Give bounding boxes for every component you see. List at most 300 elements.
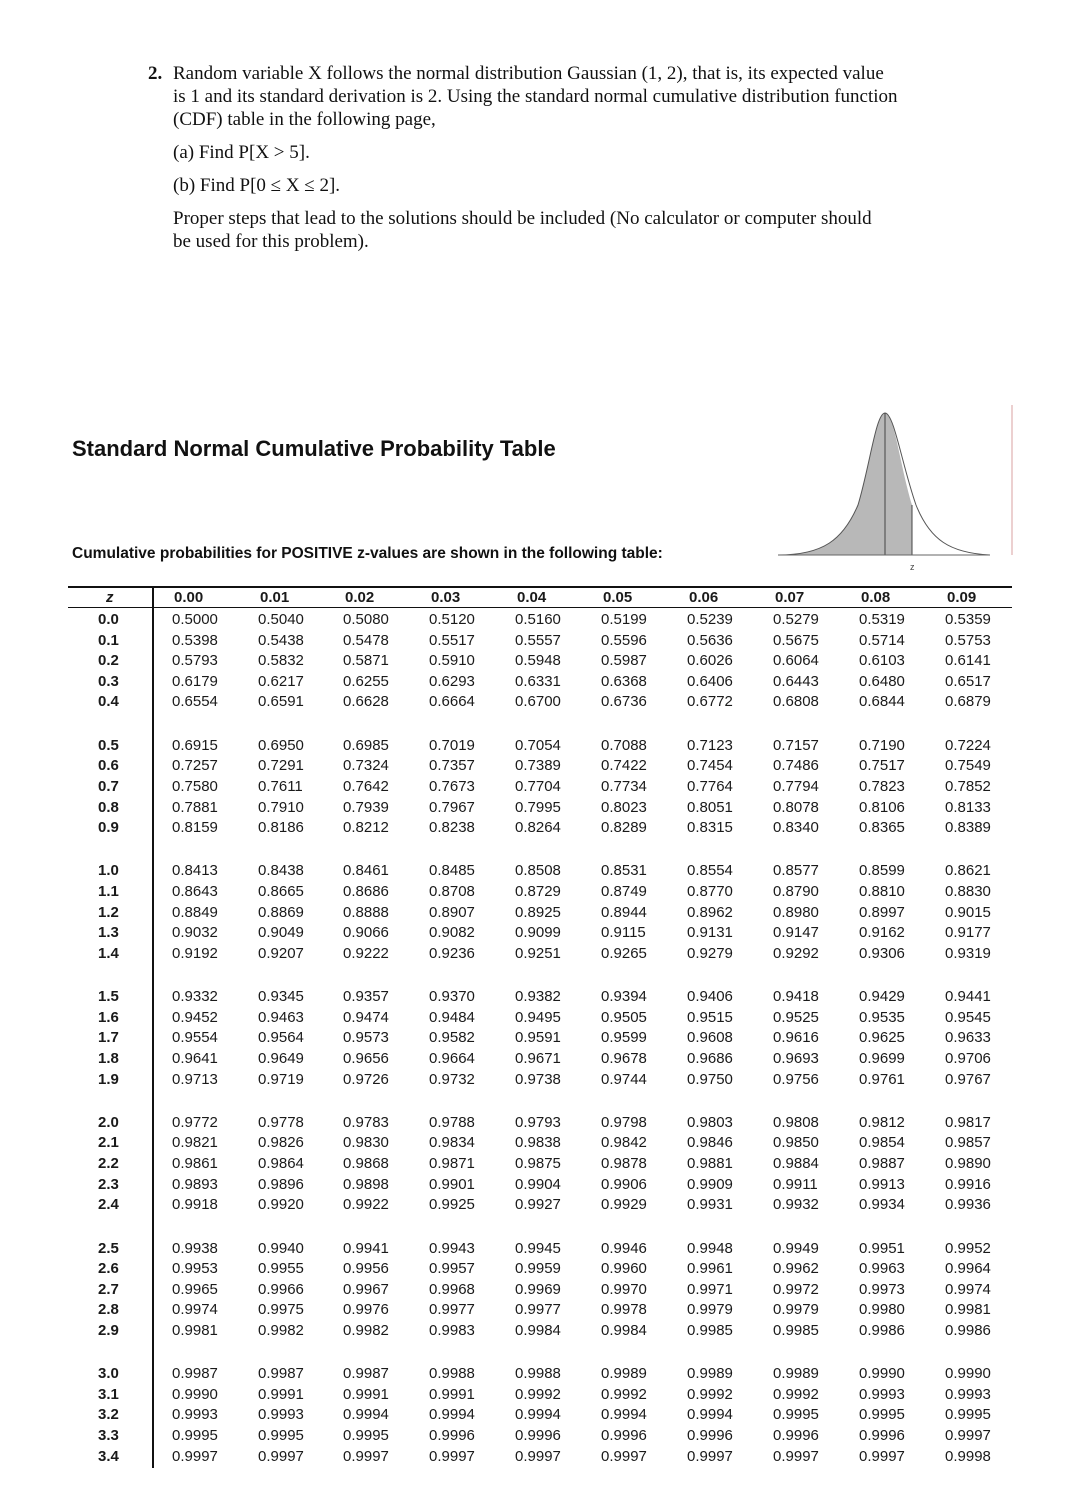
table-cell: 0.7291	[258, 757, 304, 775]
table-cell: 0.7549	[945, 757, 991, 775]
table-cell: 0.7454	[687, 757, 733, 775]
table-cell: 0.9995	[172, 1427, 218, 1444]
table-cell: 0.5120	[429, 611, 475, 628]
table-cell: 0.7852	[945, 777, 991, 795]
table-cell: 0.9896	[258, 1175, 304, 1193]
table-cell: 0.8315	[687, 819, 733, 837]
table-cell: 0.5557	[515, 631, 561, 649]
table-cell: 0.5040	[258, 611, 304, 628]
table-cell: 0.8531	[601, 862, 647, 880]
table-cell: 0.7422	[601, 757, 647, 775]
table-cell: 0.9956	[343, 1260, 389, 1278]
table-cell: 0.9916	[945, 1175, 991, 1193]
table-cell: 0.9909	[687, 1175, 733, 1193]
table-cell: 0.9941	[343, 1239, 389, 1257]
table-cell: 0.7611	[258, 777, 303, 795]
table-cell: 0.7704	[515, 777, 561, 795]
table-cell: 0.9265	[601, 944, 647, 962]
table-cell: 0.9975	[258, 1301, 304, 1319]
table-cell: 0.9997	[515, 1447, 561, 1465]
table-cell: 0.9977	[429, 1301, 475, 1319]
table-cell: 0.9986	[859, 1321, 905, 1339]
table-cell: 0.9846	[687, 1134, 733, 1152]
table-cell: 0.9015	[945, 903, 991, 921]
table-cell: 0.9656	[343, 1049, 389, 1067]
table-cell: 0.5714	[859, 631, 905, 649]
table-cell: 0.9884	[773, 1155, 819, 1172]
table-cell: 0.9988	[429, 1365, 475, 1383]
table-cell: 0.9995	[258, 1427, 304, 1444]
z-value: 3.1	[98, 1385, 119, 1403]
table-cell: 0.9987	[258, 1365, 304, 1383]
table-cell: 0.8944	[601, 903, 647, 921]
table-cell: 0.9564	[258, 1029, 304, 1047]
table-cell: 0.8051	[687, 798, 733, 816]
table-cell: 0.9934	[859, 1196, 905, 1214]
table-cell: 0.9997	[343, 1447, 389, 1465]
table-cell: 0.9838	[515, 1134, 561, 1152]
table-cell: 0.9981	[945, 1301, 991, 1319]
table-cell: 0.9996	[515, 1427, 561, 1444]
table-cell: 0.5359	[945, 611, 991, 628]
table-cell: 0.9484	[429, 1008, 475, 1026]
table-cell: 0.9980	[859, 1301, 905, 1319]
table-cell: 0.9699	[859, 1049, 905, 1067]
table-cell: 0.9582	[429, 1029, 475, 1047]
table-cell: 0.9821	[172, 1134, 218, 1152]
table-cell: 0.9834	[429, 1134, 475, 1152]
table-cell: 0.9938	[172, 1239, 218, 1257]
table-cell: 0.9463	[258, 1008, 304, 1026]
table-cell: 0.9943	[429, 1239, 475, 1257]
curve-z-label: z	[910, 562, 915, 572]
table-cell: 0.9901	[429, 1175, 475, 1193]
z-value: 2.8	[98, 1301, 119, 1319]
z-value: 1.2	[98, 903, 119, 921]
table-cell: 0.7190	[859, 736, 905, 754]
table-cell: 0.8078	[773, 798, 819, 816]
table-cell: 0.9979	[687, 1301, 733, 1319]
table-cell: 0.9994	[515, 1406, 561, 1424]
table-cell: 0.9591	[515, 1029, 561, 1047]
table-cell: 0.8925	[515, 903, 561, 921]
problem-note-line-1: Proper steps that lead to the solutions should be included (No calculator or computer should	[173, 208, 872, 229]
table-cell: 0.9406	[687, 988, 733, 1006]
table-cell: 0.6293	[429, 672, 475, 690]
table-cell: 0.6628	[343, 693, 389, 711]
table-cell: 0.8888	[343, 903, 389, 921]
table-cell: 0.9207	[258, 944, 304, 962]
z-value: 0.0	[98, 611, 119, 628]
table-cell: 0.9996	[429, 1427, 475, 1444]
table-cell: 0.5793	[172, 652, 218, 670]
table-cell: 0.9049	[258, 924, 304, 942]
table-cell: 0.8621	[945, 862, 991, 880]
table-cell: 0.9726	[343, 1070, 389, 1088]
part-b: (b) Find P[0 ≤ X ≤ 2].	[173, 175, 341, 196]
column-header: 0.09	[947, 589, 977, 606]
table-cell: 0.8962	[687, 903, 733, 921]
table-cell: 0.9998	[945, 1447, 991, 1465]
table-cell: 0.9857	[945, 1134, 991, 1152]
table-cell: 0.6985	[343, 736, 389, 754]
table-cell: 0.9927	[515, 1196, 561, 1214]
table-cell: 0.9664	[429, 1049, 475, 1067]
table-cell: 0.9948	[687, 1239, 733, 1257]
problem-intro-line-2: is 1 and its standard derivation is 2. Using the standard normal cumulative distribution function	[173, 86, 898, 107]
table-cell: 0.7642	[343, 777, 389, 795]
z-value: 0.2	[98, 652, 119, 670]
table-cell: 0.9394	[601, 988, 647, 1006]
table-cell: 0.9969	[515, 1280, 561, 1298]
table-cell: 0.9994	[343, 1406, 389, 1424]
problem-intro-line-1: Random variable X follows the normal distribution Gaussian (1, 2), that is, its expected value	[173, 63, 884, 84]
table-cell: 0.9192	[172, 944, 218, 962]
table-cell: 0.9970	[601, 1280, 647, 1298]
table-cell: 0.9957	[429, 1260, 475, 1278]
table-cell: 0.6141	[945, 652, 991, 670]
table-cell: 0.9984	[601, 1321, 647, 1339]
table-cell: 0.7967	[429, 798, 475, 816]
table-cell: 0.9994	[429, 1406, 475, 1424]
table-cell: 0.9992	[687, 1385, 733, 1403]
z-value: 3.2	[98, 1406, 119, 1424]
table-cell: 0.6331	[515, 672, 561, 690]
table-cell: 0.9949	[773, 1239, 819, 1257]
table-cell: 0.9788	[429, 1113, 475, 1131]
table-cell: 0.8389	[945, 819, 991, 837]
table-cell: 0.9236	[429, 944, 475, 962]
table-cell: 0.9162	[859, 924, 905, 942]
table-cell: 0.9719	[258, 1070, 304, 1088]
table-cell: 0.9996	[601, 1427, 647, 1444]
table-cell: 0.5987	[601, 652, 647, 670]
table-cell: 0.9996	[687, 1427, 733, 1444]
z-value: 1.6	[98, 1008, 119, 1026]
table-cell: 0.9881	[687, 1155, 733, 1172]
z-value: 1.9	[98, 1070, 119, 1088]
table-cell: 0.9911	[773, 1175, 818, 1193]
table-cell: 0.8159	[172, 819, 218, 837]
table-cell: 0.8264	[515, 819, 561, 837]
z-value: 2.4	[98, 1196, 119, 1214]
table-cell: 0.9649	[258, 1049, 304, 1067]
z-value: 0.1	[98, 631, 119, 649]
table-subtitle: Cumulative probabilities for POSITIVE z-values are shown in the following table:	[72, 545, 663, 562]
table-cell: 0.8665	[258, 883, 304, 900]
table-cell: 0.9608	[687, 1029, 733, 1047]
table-cell: 0.8238	[429, 819, 475, 837]
table-cell: 0.7157	[773, 736, 819, 754]
table-cell: 0.9997	[859, 1447, 905, 1465]
table-cell: 0.6406	[687, 672, 733, 690]
table-cell: 0.8106	[859, 798, 905, 816]
table-cell: 0.9955	[258, 1260, 304, 1278]
table-cell: 0.9798	[601, 1113, 647, 1131]
table-cell: 0.7995	[515, 798, 561, 816]
table-cell: 0.9279	[687, 944, 733, 962]
table-cell: 0.9812	[859, 1113, 905, 1131]
table-cell: 0.9940	[258, 1239, 304, 1257]
table-cell: 0.8289	[601, 819, 647, 837]
column-header: 0.01	[260, 589, 290, 606]
table-cell: 0.7224	[945, 736, 991, 754]
column-header: 0.05	[603, 589, 633, 606]
table-cell: 0.9761	[859, 1070, 905, 1088]
table-cell: 0.9826	[258, 1134, 304, 1152]
table-cell: 0.9982	[258, 1321, 304, 1339]
table-cell: 0.8023	[601, 798, 647, 816]
table-cell: 0.9861	[172, 1155, 218, 1172]
table-cell: 0.9306	[859, 944, 905, 962]
table-title: Standard Normal Cumulative Probability Table	[72, 436, 556, 461]
table-cell: 0.9131	[687, 924, 733, 942]
table-cell: 0.9967	[343, 1280, 389, 1298]
table-cell: 0.9936	[945, 1196, 991, 1214]
z-value: 0.4	[98, 693, 119, 711]
table-cell: 0.8133	[945, 798, 991, 816]
table-cell: 0.9965	[172, 1280, 218, 1298]
table-cell: 0.9963	[859, 1260, 905, 1278]
table-cell: 0.9693	[773, 1049, 819, 1067]
problem-intro-line-3: (CDF) table in the following page,	[173, 109, 436, 130]
table-cell: 0.8830	[945, 883, 991, 900]
table-cell: 0.9997	[773, 1447, 819, 1465]
z-column-header: z	[106, 589, 114, 606]
table-cell: 0.6915	[172, 736, 218, 754]
z-value: 2.2	[98, 1155, 119, 1172]
table-cell: 0.9686	[687, 1049, 733, 1067]
table-cell: 0.9968	[429, 1280, 475, 1298]
table-cell: 0.9997	[172, 1447, 218, 1465]
z-value: 2.0	[98, 1113, 119, 1131]
table-cell: 0.8849	[172, 903, 218, 921]
table-cell: 0.9990	[172, 1385, 218, 1403]
table-cell: 0.9976	[343, 1301, 389, 1319]
table-cell: 0.9997	[601, 1447, 647, 1465]
table-cell: 0.6591	[258, 693, 304, 711]
table-cell: 0.8485	[429, 862, 475, 880]
table-cell: 0.9952	[945, 1239, 991, 1257]
z-value: 0.9	[98, 819, 119, 837]
table-cell: 0.9995	[343, 1427, 389, 1444]
table-cell: 0.9932	[773, 1196, 819, 1214]
table-cell: 0.9931	[687, 1196, 733, 1214]
table-cell: 0.6103	[859, 652, 905, 670]
table-cell: 0.9641	[172, 1049, 218, 1067]
table-cell: 0.9982	[343, 1321, 389, 1339]
table-cell: 0.9772	[172, 1113, 218, 1131]
normal-curve-illustration	[778, 405, 1018, 575]
table-cell: 0.9978	[601, 1301, 647, 1319]
table-cell: 0.9878	[601, 1155, 647, 1172]
table-cell: 0.9868	[343, 1155, 389, 1172]
table-cell: 0.9032	[172, 924, 218, 942]
table-cell: 0.8508	[515, 862, 561, 880]
z-value: 1.4	[98, 944, 119, 962]
table-cell: 0.8997	[859, 903, 905, 921]
table-cell: 0.7486	[773, 757, 819, 775]
table-cell: 0.7324	[343, 757, 389, 775]
table-cell: 0.9997	[258, 1447, 304, 1465]
table-cell: 0.9988	[515, 1365, 561, 1383]
table-cell: 0.8413	[172, 862, 218, 880]
table-cell: 0.9633	[945, 1029, 991, 1047]
table-cell: 0.8729	[515, 883, 561, 900]
problem-note-line-2: be used for this problem).	[173, 231, 369, 252]
table-cell: 0.9997	[945, 1427, 991, 1444]
table-cell: 0.9817	[945, 1113, 991, 1131]
table-cell: 0.9767	[945, 1070, 991, 1088]
table-cell: 0.9983	[429, 1321, 475, 1339]
table-cell: 0.9505	[601, 1008, 647, 1026]
table-cell: 0.9972	[773, 1280, 819, 1298]
table-cell: 0.8643	[172, 883, 218, 900]
table-cell: 0.6554	[172, 693, 218, 711]
table-cell: 0.9599	[601, 1029, 647, 1047]
table-cell: 0.9985	[687, 1321, 733, 1339]
table-cell: 0.9251	[515, 944, 561, 962]
table-cell: 0.9535	[859, 1008, 905, 1026]
table-cell: 0.9474	[343, 1008, 389, 1026]
table-cell: 0.6179	[172, 672, 218, 690]
table-cell: 0.9429	[859, 988, 905, 1006]
table-cell: 0.6368	[601, 672, 647, 690]
table-cell: 0.9147	[773, 924, 819, 942]
column-header: 0.03	[431, 589, 461, 606]
table-cell: 0.5319	[859, 611, 905, 628]
table-cell: 0.9616	[773, 1029, 819, 1047]
table-cell: 0.9990	[859, 1365, 905, 1383]
table-cell: 0.7054	[515, 736, 561, 754]
table-cell: 0.9986	[945, 1321, 991, 1339]
table-header-rule	[68, 607, 1012, 608]
table-cell: 0.8340	[773, 819, 819, 837]
table-cell: 0.9971	[687, 1280, 733, 1298]
table-cell: 0.9996	[859, 1427, 905, 1444]
table-cell: 0.9803	[687, 1113, 733, 1131]
table-cell: 0.9987	[172, 1365, 218, 1383]
table-cell: 0.6255	[343, 672, 389, 690]
table-cell: 0.8869	[258, 903, 304, 921]
table-cell: 0.9890	[945, 1155, 991, 1172]
table-cell: 0.5279	[773, 611, 819, 628]
table-cell: 0.9319	[945, 944, 991, 962]
table-column-divider	[152, 588, 154, 1468]
column-header: 0.06	[689, 589, 719, 606]
z-value: 0.7	[98, 777, 119, 795]
curve-shaded-area	[778, 413, 912, 555]
table-cell: 0.9964	[945, 1260, 991, 1278]
table-cell: 0.6700	[515, 693, 561, 711]
table-cell: 0.8365	[859, 819, 905, 837]
table-cell: 0.7123	[687, 736, 733, 754]
table-cell: 0.9904	[515, 1175, 561, 1193]
table-cell: 0.7823	[859, 777, 905, 795]
table-cell: 0.5517	[429, 631, 475, 649]
table-cell: 0.9995	[945, 1406, 991, 1424]
table-cell: 0.9370	[429, 988, 475, 1006]
table-cell: 0.6844	[859, 693, 905, 711]
table-cell: 0.8686	[343, 883, 389, 900]
table-cell: 0.9887	[859, 1155, 905, 1172]
table-cell: 0.9995	[859, 1406, 905, 1424]
table-cell: 0.9732	[429, 1070, 475, 1088]
table-cell: 0.9989	[773, 1365, 819, 1383]
table-cell: 0.9066	[343, 924, 389, 942]
table-cell: 0.6879	[945, 693, 991, 711]
table-cell: 0.8461	[343, 862, 389, 880]
table-cell: 0.6480	[859, 672, 905, 690]
table-cell: 0.7517	[859, 757, 905, 775]
table-cell: 0.9893	[172, 1175, 218, 1193]
table-cell: 0.9966	[258, 1280, 304, 1298]
table-cell: 0.8980	[773, 903, 819, 921]
table-cell: 0.9382	[515, 988, 561, 1006]
table-cell: 0.6064	[773, 652, 819, 670]
table-cell: 0.8599	[859, 862, 905, 880]
table-cell: 0.7088	[601, 736, 647, 754]
z-value: 2.3	[98, 1175, 119, 1193]
table-cell: 0.7910	[258, 798, 304, 816]
part-a: (a) Find P[X > 5].	[173, 142, 310, 163]
table-cell: 0.9974	[945, 1280, 991, 1298]
table-cell: 0.9495	[515, 1008, 561, 1026]
table-cell: 0.9842	[601, 1134, 647, 1152]
table-cell: 0.9987	[343, 1365, 389, 1383]
table-cell: 0.9991	[258, 1385, 304, 1403]
table-cell: 0.9292	[773, 944, 819, 962]
z-value: 2.5	[98, 1239, 119, 1257]
table-cell: 0.8907	[429, 903, 475, 921]
table-cell: 0.8186	[258, 819, 304, 837]
table-cell: 0.7939	[343, 798, 389, 816]
table-cell: 0.6950	[258, 736, 304, 754]
table-cell: 0.9678	[601, 1049, 647, 1067]
table-cell: 0.9345	[258, 988, 304, 1006]
table-cell: 0.9922	[343, 1196, 389, 1214]
z-value: 1.8	[98, 1049, 119, 1067]
table-cell: 0.9925	[429, 1196, 475, 1214]
table-cell: 0.5478	[343, 631, 389, 649]
table-cell: 0.6736	[601, 693, 647, 711]
table-cell: 0.9906	[601, 1175, 647, 1193]
z-value: 1.7	[98, 1029, 119, 1047]
table-cell: 0.7734	[601, 777, 647, 795]
table-cell: 0.5675	[773, 631, 819, 649]
table-cell: 0.5948	[515, 652, 561, 670]
table-cell: 0.9222	[343, 944, 389, 962]
table-cell: 0.9979	[773, 1301, 819, 1319]
table-cell: 0.9997	[429, 1447, 475, 1465]
table-cell: 0.9997	[687, 1447, 733, 1465]
table-cell: 0.9974	[172, 1301, 218, 1319]
table-cell: 0.7357	[429, 757, 475, 775]
table-cell: 0.9984	[515, 1321, 561, 1339]
table-cell: 0.9099	[515, 924, 561, 942]
table-cell: 0.8577	[773, 862, 819, 880]
table-cell: 0.9830	[343, 1134, 389, 1152]
table-cell: 0.9115	[601, 924, 646, 942]
table-cell: 0.8810	[859, 883, 905, 900]
table-cell: 0.9973	[859, 1280, 905, 1298]
z-value: 2.6	[98, 1260, 119, 1278]
table-cell: 0.9738	[515, 1070, 561, 1088]
table-cell: 0.9357	[343, 988, 389, 1006]
table-cell: 0.9981	[172, 1321, 218, 1339]
table-cell: 0.9992	[773, 1385, 819, 1403]
z-value: 1.5	[98, 988, 119, 1006]
